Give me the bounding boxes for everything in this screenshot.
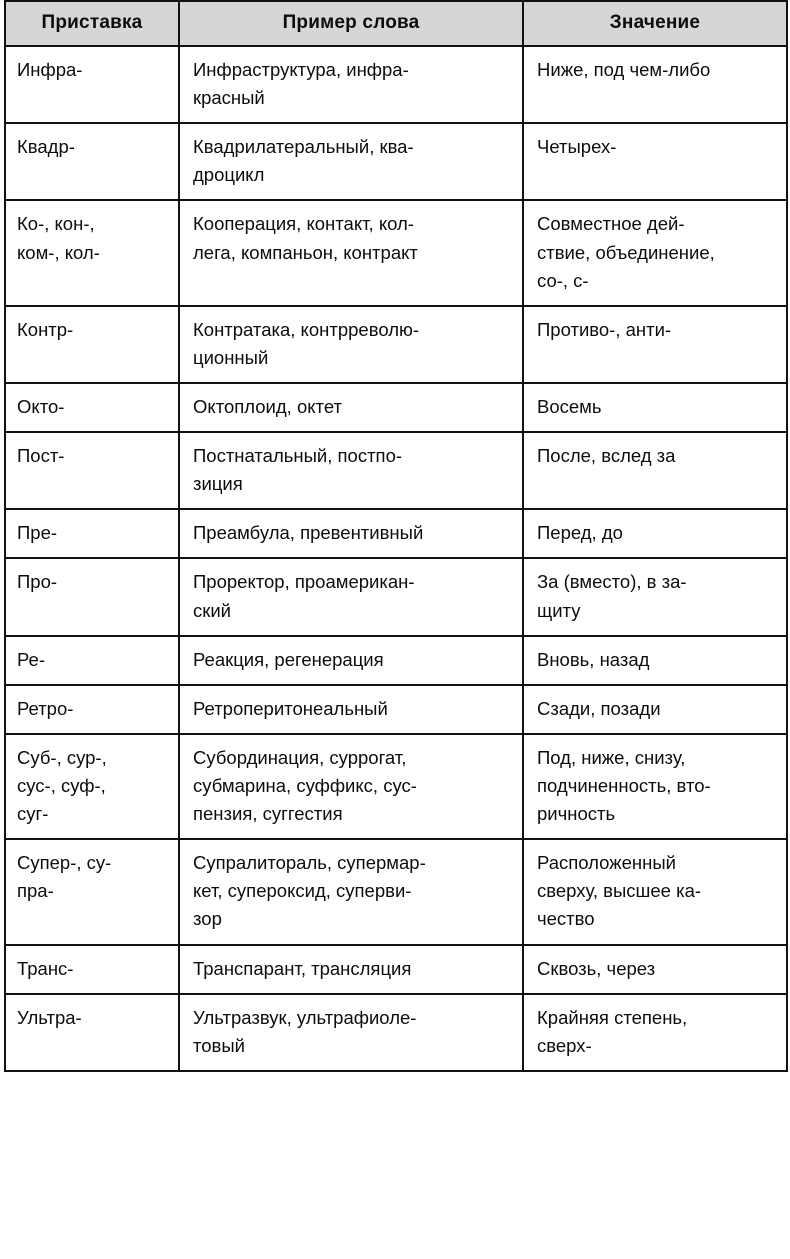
table-row bbox=[5, 383, 787, 432]
cell-example: Субординация, суррогат, субмарина, суффикс, сус- пензия, суггестия bbox=[179, 734, 523, 839]
cell-meaning: Вновь, назад bbox=[523, 636, 787, 685]
cell-meaning: Совместное дей- ствие, объединение, со-, с- bbox=[523, 200, 787, 305]
cell-meaning: Сзади, позади bbox=[523, 685, 787, 734]
cell-meaning: За (вместо), в за- щиту bbox=[523, 558, 787, 635]
table-row bbox=[5, 123, 787, 200]
column-header-prefix: Приставка bbox=[5, 1, 179, 46]
table-header bbox=[5, 1, 787, 46]
cell-prefix: Пост- bbox=[5, 432, 179, 509]
cell-prefix: Квадр- bbox=[5, 123, 179, 200]
cell-prefix: Ре- bbox=[5, 636, 179, 685]
cell-prefix: Окто- bbox=[5, 383, 179, 432]
cell-example: Ретроперитонеальный bbox=[179, 685, 523, 734]
cell-prefix: Суб-, сур-, сус-, суф-, суг- bbox=[5, 734, 179, 839]
cell-example: Кооперация, контакт, кол- лега, компаньон, контракт bbox=[179, 200, 523, 305]
cell-prefix: Ко-, кон-, ком-, кол- bbox=[5, 200, 179, 305]
cell-meaning: После, вслед за bbox=[523, 432, 787, 509]
cell-example: Преамбула, превентивный bbox=[179, 509, 523, 558]
cell-prefix: Ретро- bbox=[5, 685, 179, 734]
table-row bbox=[5, 945, 787, 994]
table-header-row bbox=[5, 1, 787, 46]
cell-meaning: Восемь bbox=[523, 383, 787, 432]
table-body bbox=[5, 46, 787, 1071]
cell-prefix: Транс- bbox=[5, 945, 179, 994]
cell-meaning: Перед, до bbox=[523, 509, 787, 558]
table-row bbox=[5, 509, 787, 558]
cell-prefix: Супер-, су- пра- bbox=[5, 839, 179, 944]
table-row bbox=[5, 734, 787, 839]
table-row bbox=[5, 994, 787, 1071]
table-row bbox=[5, 200, 787, 305]
cell-meaning: Противо-, анти- bbox=[523, 306, 787, 383]
cell-meaning: Четырех- bbox=[523, 123, 787, 200]
cell-meaning: Сквозь, через bbox=[523, 945, 787, 994]
cell-example: Постнатальный, постпо- зиция bbox=[179, 432, 523, 509]
column-header-example: Пример слова bbox=[179, 1, 523, 46]
cell-example: Транспарант, трансляция bbox=[179, 945, 523, 994]
cell-example: Реакция, регенерация bbox=[179, 636, 523, 685]
cell-example: Контратака, контрреволю- ционный bbox=[179, 306, 523, 383]
cell-example: Супралитораль, супермар- кет, супероксид, суперви- зор bbox=[179, 839, 523, 944]
table-row bbox=[5, 306, 787, 383]
cell-example: Ультразвук, ультрафиоле- товый bbox=[179, 994, 523, 1071]
cell-prefix: Пре- bbox=[5, 509, 179, 558]
cell-example: Проректор, проамерикан- ский bbox=[179, 558, 523, 635]
table-row bbox=[5, 636, 787, 685]
column-header-meaning: Значение bbox=[523, 1, 787, 46]
cell-meaning: Расположенный сверху, высшее ка- чество bbox=[523, 839, 787, 944]
cell-meaning: Крайняя степень, сверх- bbox=[523, 994, 787, 1071]
cell-example: Квадрилатеральный, ква- дроцикл bbox=[179, 123, 523, 200]
cell-prefix: Контр- bbox=[5, 306, 179, 383]
cell-example: Октоплоид, октет bbox=[179, 383, 523, 432]
cell-example: Инфраструктура, инфра- красный bbox=[179, 46, 523, 123]
table-row bbox=[5, 432, 787, 509]
table-row bbox=[5, 839, 787, 944]
table-row bbox=[5, 685, 787, 734]
table-row bbox=[5, 558, 787, 635]
cell-meaning: Под, ниже, снизу, подчиненность, вто- ричность bbox=[523, 734, 787, 839]
cell-prefix: Ультра- bbox=[5, 994, 179, 1071]
cell-prefix: Про- bbox=[5, 558, 179, 635]
table-row bbox=[5, 46, 787, 123]
cell-prefix: Инфра- bbox=[5, 46, 179, 123]
cell-meaning: Ниже, под чем-либо bbox=[523, 46, 787, 123]
prefix-table bbox=[4, 0, 788, 1072]
